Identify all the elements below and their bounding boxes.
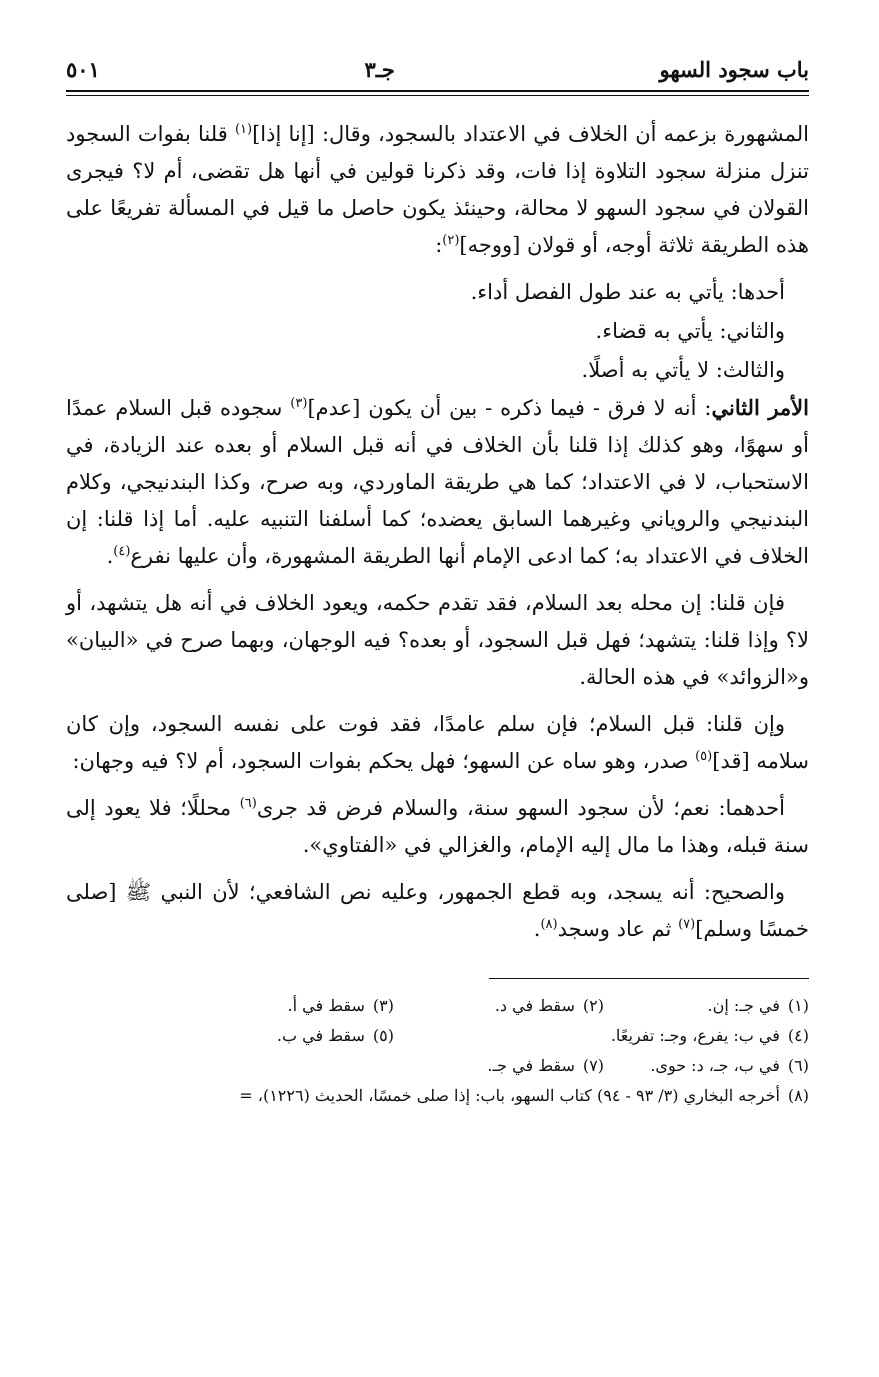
- footnote-5: [154, 1021, 394, 1051]
- footnote-ref-3[interactable]: (٣): [290, 396, 308, 411]
- footnote-separator: [489, 978, 809, 979]
- footnote-number: (٨): [787, 1086, 809, 1105]
- footnotes: [66, 991, 809, 1111]
- header-rule-thick: [66, 90, 809, 92]
- text-run: المشهورة بزعمه أن الخلاف في الاعتداد بالسجود، وقال: [إنا إذا]: [252, 122, 809, 146]
- text-run: .: [533, 917, 541, 941]
- footnote-8: [239, 1081, 809, 1111]
- footnote-ref-4[interactable]: (٤): [113, 544, 131, 559]
- footnote-2: [394, 991, 604, 1021]
- text-run: وإن قلنا: قبل السلام؛ فإن سلم عامدًا، فقد فوت على نفسه السجود، وإن كان سلامه [قد]: [66, 712, 809, 773]
- list-item: أحدها: يأتي به عند طول الفصل أداء.: [470, 280, 785, 304]
- volume-number: جـ٣: [364, 57, 395, 82]
- footnote-ref-2[interactable]: (٢): [442, 233, 460, 248]
- text-run: : أنه لا فرق - فيما ذكره - بين أن يكون [عدم]: [307, 396, 712, 420]
- text-run: أحدهما: نعم؛ لأن سجود السهو سنة، والسلام فرض قد جرى: [256, 796, 785, 820]
- section-lead: الأمر الثاني: [711, 395, 809, 420]
- paragraph-1: [66, 116, 809, 264]
- paragraph-5: [66, 790, 809, 864]
- footnote-number: (٧): [582, 1056, 604, 1075]
- paragraph-2: [66, 389, 809, 575]
- footnote-text: سقط في جـ.: [487, 1056, 575, 1075]
- footnote-row: [66, 991, 809, 1021]
- footnote-text: سقط في ب.: [276, 1026, 365, 1045]
- footnote-3: [154, 991, 394, 1021]
- text-run: ثم عاد وسجد: [557, 917, 679, 941]
- footnote-row: [66, 1051, 809, 1081]
- text-run: قلنا بفوات السجود تنزل منزلة سجود التلاوة إذا فات، وقد ذكرنا قولين في أنها هل تقضى، أم لا؟ فيجرى القولان في سجود السهو لا محالة، وحينئذ يكون حاصل ما قيل في المسألة تفريعًا على هذه الطريقة ثلاثة أوجه، أو قولان [ووجه]: [66, 122, 809, 257]
- footnote-number: (٣): [372, 996, 394, 1015]
- footnote-ref-8[interactable]: (٨): [540, 917, 558, 932]
- footnote-text: في ب، جـ، د: حوى.: [650, 1056, 780, 1075]
- text-run: محللًا؛ فلا يعود إلى سنة قبله، وهذا ما مال إليه الإمام، والغزالي في «الفتاوي».: [66, 796, 809, 857]
- main-text: [66, 116, 809, 948]
- footnote-text: في جـ: إن.: [707, 996, 780, 1015]
- running-header: [66, 52, 809, 88]
- footnote-text: في ب: يفرع، وجـ: تفريعًا.: [610, 1026, 780, 1045]
- footnote-6: [604, 1051, 809, 1081]
- footnote-number: (٥): [372, 1026, 394, 1045]
- text-run: :: [435, 233, 443, 257]
- list-item: والثالث: لا يأتي به أصلًا.: [581, 358, 785, 382]
- footnote-4: [394, 1021, 809, 1051]
- paragraph-3: فإن قلنا: إن محله بعد السلام، فقد تقدم حكمه، ويعود الخلاف في أنه هل يتشهد، أو لا؟ وإذا قلنا: يتشهد؛ فهل قبل السجود، أو بعده؟ فيه الوجهان، وبهما صرح في «البيان» و«الزوائد» في هذه الحالة.: [66, 591, 809, 689]
- footnote-text: أخرجه البخاري (٣/ ٩٣ - ٩٤) كتاب السهو، باب: إذا صلى خمسًا، الحديث (١٢٢٦)، =: [239, 1086, 780, 1105]
- footnote-1: [604, 991, 809, 1021]
- paragraph-6: [66, 874, 809, 948]
- text-run: سجوده قبل السلام عمدًا أو سهوًا، وهو كذلك إذا قلنا بأن الخلاف في أنه قبل السلام أو بعده عند الزيادة، في الاستحباب، لا في الاعتداد؛ كما هي طريقة الماوردي، وبه صرح، وكذا البندنيجي، وكلام البندنيجي والروياني وغيرهما السابق يعضده؛ كما أسلفنا التنبيه عليه. أما إذا قلنا: إن الخلاف في الاعتداد به؛ كما ادعى الإمام أنها الطريقة المشهورة، وأن عليها نفرع: [66, 396, 809, 568]
- text-run: صدر، وهو ساه عن السهو؛ فهل يحكم بفوات السجود، أم لا؟ فيه وجهان:: [72, 749, 696, 773]
- chapter-title: باب سجود السهو: [659, 57, 809, 82]
- list-item: والثاني: يأتي به قضاء.: [595, 319, 785, 343]
- footnote-number: (٦): [787, 1056, 809, 1075]
- footnote-row: [66, 1021, 809, 1051]
- footnote-text: سقط في د.: [494, 996, 575, 1015]
- footnote-ref-6[interactable]: (٦): [239, 796, 257, 811]
- text-run: .: [106, 544, 114, 568]
- footnote-ref-7[interactable]: (٧): [678, 917, 696, 932]
- book-page: [66, 52, 809, 1337]
- footnote-text: سقط في أ.: [287, 996, 365, 1015]
- footnote-ref-1[interactable]: (١): [234, 122, 253, 137]
- footnote-7: [394, 1051, 604, 1081]
- paragraph-4: [66, 706, 809, 780]
- footnote-number: (٢): [582, 996, 604, 1015]
- footnote-ref-5[interactable]: (٥): [695, 749, 713, 764]
- page-number: ٥٠١: [66, 57, 100, 82]
- text-run: والصحيح: أنه يسجد، وبه قطع الجمهور، وعليه نص الشافعي؛ لأن النبي ﷺ [صلى خمسًا وسلم]: [66, 880, 809, 941]
- footnote-row: [66, 1081, 809, 1111]
- footnote-number: (١): [787, 996, 809, 1015]
- header-rule-thin: [66, 95, 809, 96]
- footnote-number: (٤): [787, 1026, 809, 1045]
